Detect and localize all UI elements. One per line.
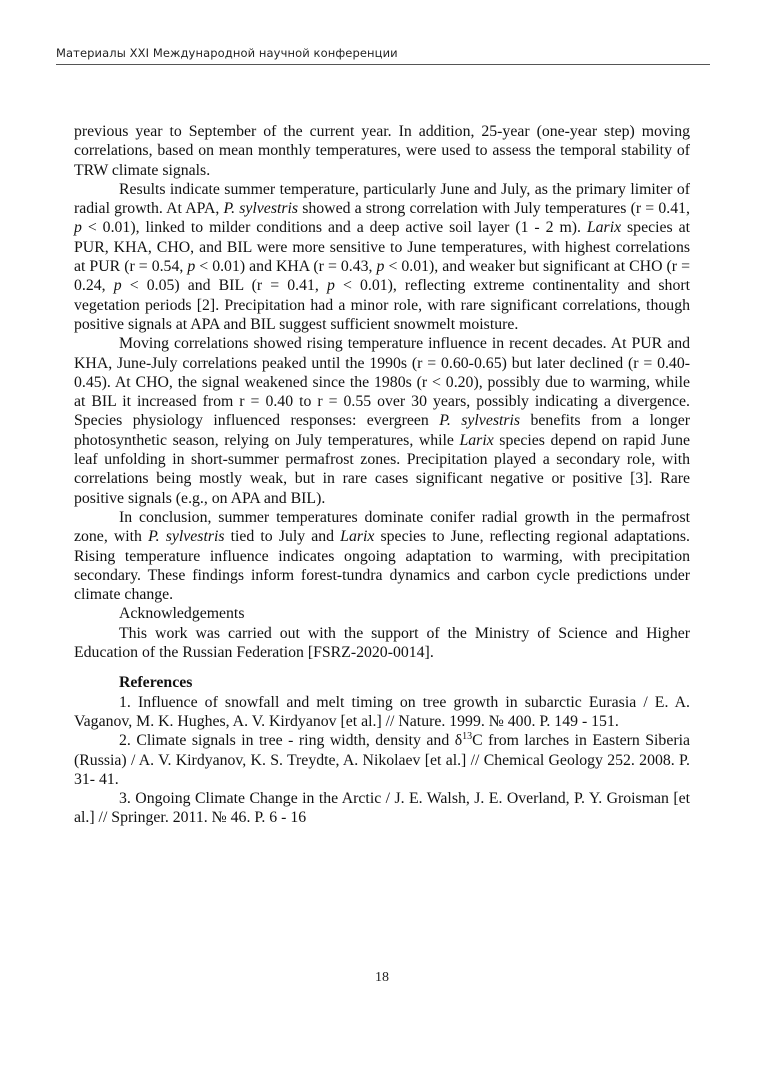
article-body xyxy=(74,122,690,828)
p-value-symbol: p xyxy=(113,277,122,295)
reference-item: 2. Climate signals in tree - ring width, density and $\delta^{13}C$ from larches in Eastern Siberia (Russia) / A. V. Kirdyanov, K. S. Treydte, A. Nikolaev [et al.] // Chemical Geology 252. 2008. P. 31- 41. xyxy=(74,731,690,788)
paragraph-results: Results indicate summer temperature, particularly June and July, as the primary limiter of radial growth. At APA, P. sylvestris showed a strong correlation with July temperatures (r = 0.41, p < 0.01), linked to milder conditions and a deep active soil layer (1 - 2 m). Larix species at PUR, KHA, CHO, and BIL were more sensitive to June temperatures, with highest correlations at PUR (r = 0.54, p < 0.01) and KHA (r = 0.43, p < 0.01), and weaker but significant at CHO (r = 0.24, p < 0.05) and BIL (r = 0.41, p < 0.01), reflecting extreme continentality and short vegetation periods [2]. Precipitation had a minor role, with rare significant correlations, though positive signals at APA and BIL suggest sufficient snowmelt moisture. xyxy=(74,180,690,333)
species-name: P. sylvestris xyxy=(223,200,299,218)
acknowledgements-text: This work was carried out with the support of the Ministry of Science and Higher Education of the Russian Federation [FSRZ-2020-0014]. xyxy=(74,624,690,662)
p-value-symbol: p xyxy=(326,277,335,295)
reference-item: 3. Ongoing Climate Change in the Arctic / J. E. Walsh, J. E. Overland, P. Y. Groisman [et al.] // Springer. 2011. № 46. P. 6 - 16 xyxy=(74,790,690,827)
paragraph-methods-end: previous year to September of the current year. In addition, 25-year (one-year step) moving correlations, based on mean monthly temperatures, were used to assess the temporal stability of TRW climate signals. xyxy=(74,123,690,179)
p-value-symbol: p xyxy=(376,258,385,276)
header-divider xyxy=(56,64,710,65)
paragraph-conclusion: In conclusion, summer temperatures dominate conifer radial growth in the permafrost zone, with P. sylvestris tied to July and Larix species to June, reflecting regional adaptations. Rising temperature influence indicates ongoing adaptation to warming, with precipitation secondary. These findings inform forest-tundra dynamics and carbon cycle predictions under climate change. xyxy=(74,508,690,604)
paragraph-moving-correlations: Moving correlations showed rising temperature influence in recent decades. At PUR and KHA, June-July correlations peaked until the 1990s (r = 0.60-0.65) but later declined (r = 0.40-0.45). At CHO, the signal weakened since the 1980s (r < 0.20), possibly due to warming, while at BIL it increased from r = 0.40 to r = 0.55 over 30 years, possibly indicating a divergence. Species physiology influenced responses: evergreen P. sylvestris benefits from a longer photosynthetic season, relying on July temperatures, while Larix species depend on rapid June leaf unfolding in short-summer permafrost zones. Precipitation played a secondary role, with correlations being mostly weak, but in rare cases significant negative or positive [3]. Rare positive signals (e.g., on APA and BIL). xyxy=(74,335,690,507)
reference-item: 1. Influence of snowfall and melt timing on tree growth in subarctic Eurasia / E. A. Vaganov, M. K. Hughes, A. V. Kirdyanov [et al.] // Nature. 1999. № 400. P. 149 - 151. xyxy=(74,693,690,730)
acknowledgements-heading: Acknowledgements xyxy=(119,605,245,623)
species-name: Larix xyxy=(340,528,375,546)
species-name: Larix xyxy=(586,219,622,237)
species-name: P. sylvestris xyxy=(439,412,521,430)
p-value-symbol: p xyxy=(74,219,82,237)
isotope-superscript: 13 xyxy=(462,731,473,743)
species-name: P. sylvestris xyxy=(148,528,225,546)
running-header: Материалы XXI Международной научной конференции xyxy=(56,46,398,60)
species-name: Larix xyxy=(459,431,494,449)
p-value-symbol: p xyxy=(187,258,196,276)
references-heading: References xyxy=(119,674,193,692)
page-number: 18 xyxy=(375,970,389,985)
